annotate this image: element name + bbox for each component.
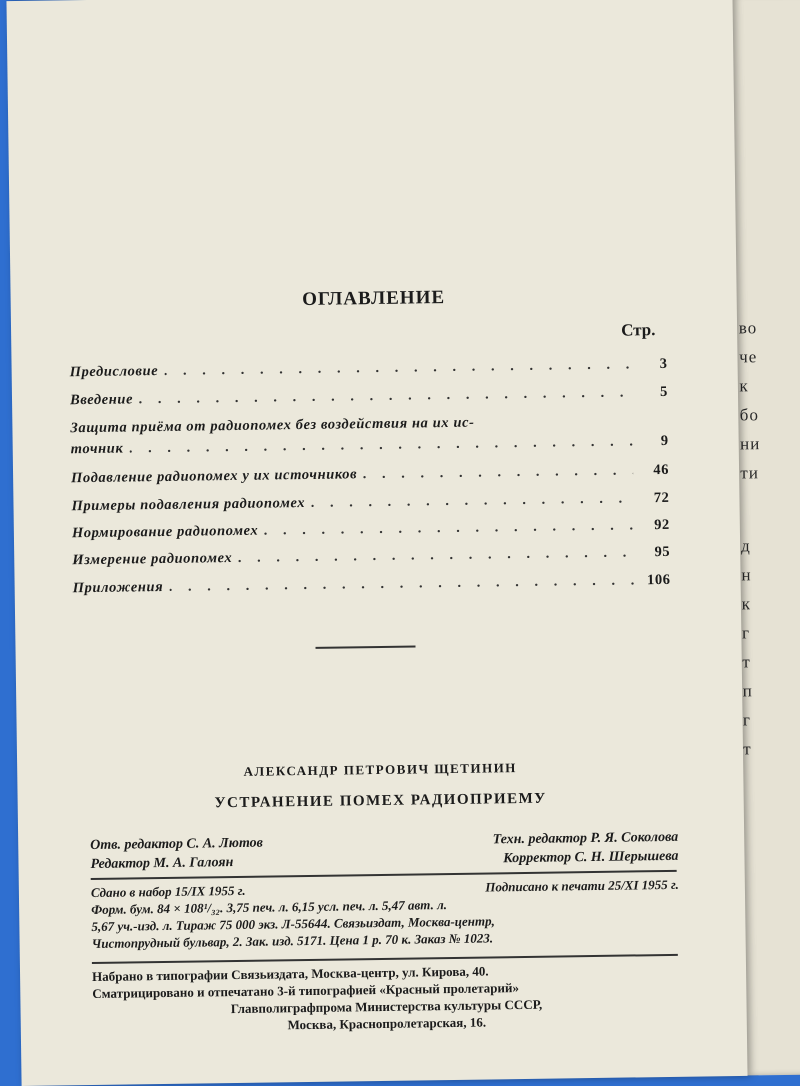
toc-entry	[70, 356, 668, 381]
toc-entry-label: Измерение радиопомех	[72, 550, 233, 569]
toc-entry	[71, 490, 669, 515]
toc-entry-label: Нормирование радиопомех	[71, 522, 259, 542]
printing-line: Набрано в типографии Связьиздата, Москва-центр, ул. Кирова, 40.	[91, 963, 489, 985]
adjacent-fragment: д	[741, 536, 751, 556]
publication-line: Чистопрудный бульвар, 2. Зак. изд. 5171. Цена 1 р. 70 к. Заказ № 1023.	[91, 930, 494, 952]
printing-line: Главполиграфпрома Министерства культуры СССР,	[230, 996, 543, 1017]
toc-entry-page: 95	[654, 543, 671, 561]
adjacent-fragment: ти	[740, 463, 759, 483]
toc-leader-dots	[139, 384, 632, 408]
adjacent-spacer	[740, 487, 800, 532]
toc-entry-label: Подавление радиопомех у их источников	[71, 466, 358, 487]
printing-line: Москва, Краснопролетарская, 16.	[287, 1014, 487, 1033]
toc-entry	[72, 544, 670, 569]
publication-line: Форм. бум. 84 × 108¹/₃₂. 3,75 печ. л. 6,15 усл. печ. л. 5,47 авт. л.	[91, 897, 448, 918]
publication-data	[91, 876, 680, 952]
adjacent-fragment: че	[739, 347, 758, 367]
adjacent-fragment: к	[739, 376, 749, 396]
toc-entry	[73, 572, 671, 597]
book-page	[6, 0, 747, 1086]
toc-entry	[71, 462, 669, 487]
toc-entry-page: 46	[653, 461, 670, 479]
adjacent-fragment: г	[742, 710, 752, 730]
section-rule	[316, 645, 416, 648]
toc-entry-page: 106	[646, 571, 671, 589]
adjacent-fragment: н	[741, 565, 752, 585]
adjacent-fragment: т	[743, 739, 752, 759]
toc-entry-label-cont: точник	[70, 440, 124, 458]
toc-entry-page: 3	[659, 355, 668, 373]
author-name: АЛЕКСАНДР ПЕТРОВИЧ ЩЕТИНИН	[243, 760, 517, 779]
publication-line: 5,67 уч.-изд. л. Тираж 75 000 экз. Л-55644. Связьиздат, Москва-центр,	[91, 913, 495, 935]
adjacent-fragment: п	[742, 681, 753, 701]
toc-leader-dots	[311, 490, 634, 511]
toc-entry	[70, 384, 668, 409]
proofreader: Корректор С. Н. Шерышева	[503, 848, 679, 867]
adjacent-fragment: во	[738, 318, 758, 338]
toc-leader-dots	[363, 462, 633, 483]
editor: Редактор М. А. Галоян	[90, 855, 234, 873]
toc-leader-dots	[264, 517, 634, 539]
printing-data	[92, 960, 681, 1036]
toc-leader-dots	[129, 433, 633, 457]
credits-block	[90, 828, 678, 874]
toc-entry	[70, 412, 668, 458]
toc-entry-label: Защита приёма от радиопомех без воздействия на их ис-	[70, 414, 475, 437]
toc-title: ОГЛАВЛЕНИЕ	[302, 287, 446, 311]
printing-line: Сматрицировано и отпечатано 3-й типографией «Красный пролетарий»	[92, 980, 520, 1002]
technical-editor: Техн. редактор Р. Я. Соколова	[492, 829, 679, 848]
toc-entry-label: Введение	[69, 391, 134, 409]
toc-entry-label: Приложения	[72, 578, 164, 597]
adjacent-page-text	[739, 313, 800, 764]
toc-entry-page: 72	[653, 489, 670, 507]
toc-page-header: Стр.	[620, 320, 656, 340]
toc-entry-label: Примеры подавления радиопомех	[71, 495, 306, 515]
toc-entry-page: 5	[660, 383, 669, 401]
adjacent-fragment: ни	[739, 434, 761, 454]
toc-entry	[72, 517, 670, 542]
book-title: УСТРАНЕНИЕ ПОМЕХ РАДИОПРИЕМУ	[214, 790, 547, 812]
toc-entry-page: 9	[660, 432, 669, 450]
toc-entry-page: 92	[654, 516, 670, 534]
adjacent-fragment: г	[741, 623, 751, 643]
adjacent-fragment: к	[741, 594, 752, 614]
typeset-date: Сдано в набор 15/IX 1955 г.	[90, 882, 246, 901]
adjacent-fragment: бо	[739, 405, 759, 425]
responsible-editor: Отв. редактор С. А. Лютов	[90, 835, 264, 854]
toc-leader-dots	[238, 544, 634, 567]
adjacent-fragment: т	[742, 652, 751, 672]
toc-leader-dots	[164, 356, 632, 380]
toc-leader-dots	[169, 572, 635, 595]
toc-entry-label: Предисловие	[69, 363, 159, 381]
signed-date: Подписано к печати 25/XI 1955 г.	[485, 876, 679, 895]
